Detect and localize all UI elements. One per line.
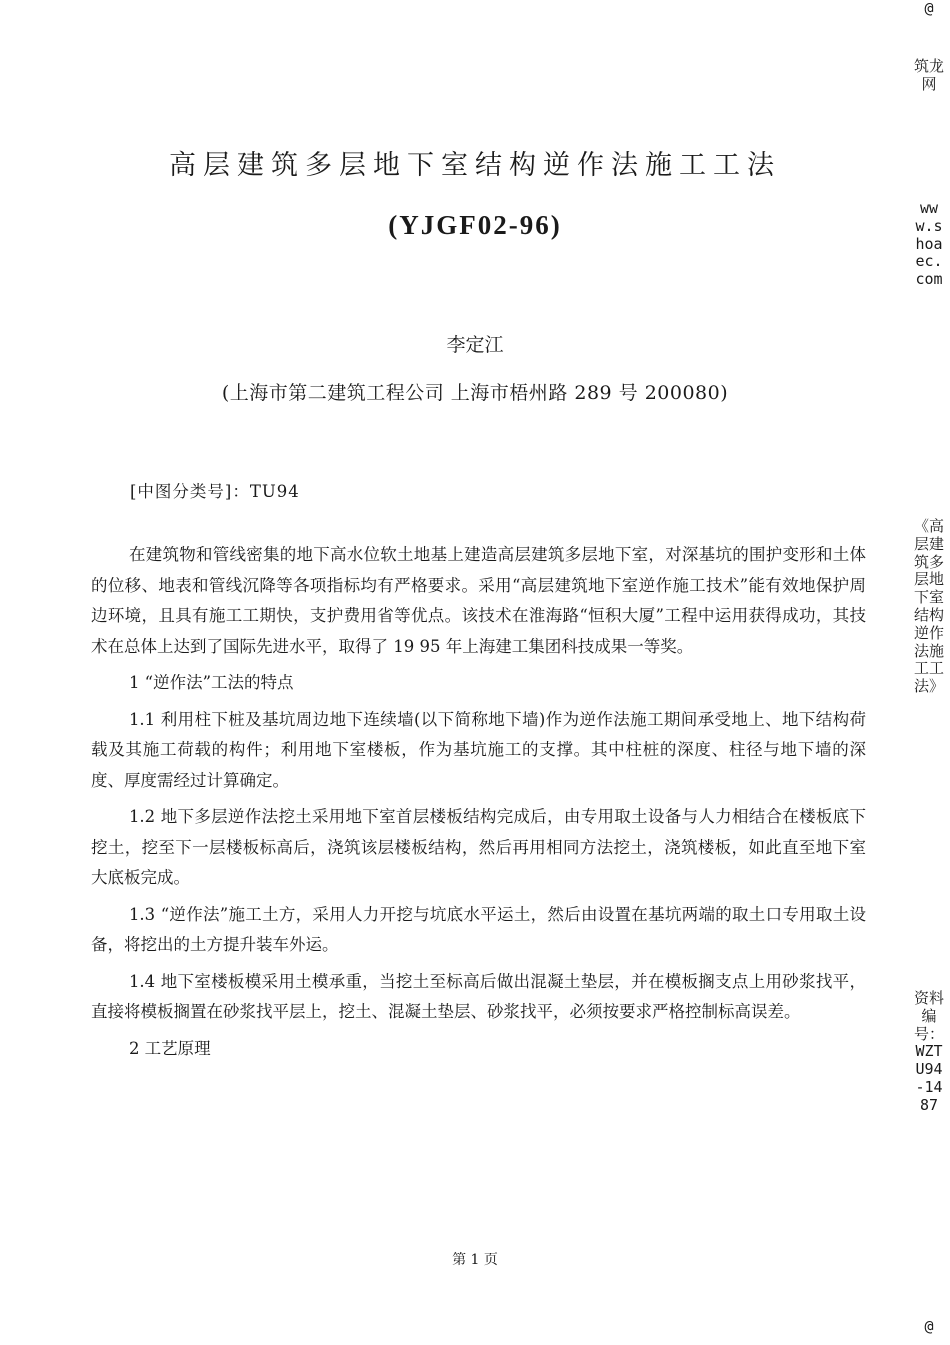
body-paragraph: 1.1 利用柱下桩及基坑周边地下连续墙(以下简称地下墙)作为逆作法施工期间承受地上、地下结构荷载及其施工荷载的构件；利用地下室楼板，作为基坑施工的支撑。其中柱桩的深度、柱径与地下墙的深度、厚度需经过计算确定。	[91, 709, 866, 790]
document-body	[91, 540, 866, 1070]
document-title: 高层建筑多层地下室结构逆作法施工工法	[169, 150, 781, 181]
author-affiliation: (上海市第二建筑工程公司 上海市梧州路 289 号 200080)	[221, 382, 729, 404]
author-name: 李定江	[446, 334, 504, 356]
watermark-doc-title: 《高层建筑多层地下室结构逆作法施工工法》	[914, 517, 945, 696]
section-heading: 1 “逆作法”工法的特点	[128, 673, 294, 692]
intro-paragraph: 在建筑物和管线密集的地下高水位软土地基上建造高层建筑多层地下室，对深基坑的围护变形和土体的位移、地表和管线沉降等各项指标均有严格要求。采用“高层建筑地下室逆作施工技术”能有效地保护周边环境，且具有施工工期快，支护费用省等优点。该技术在淮海路“恒积大厦”工程中运用获得成功，其技术在总体上达到了国际先进水平，取得了 19 95 年上海建工集团科技成果一等奖。	[91, 545, 866, 656]
classification-number: [中图分类号]：TU94	[130, 482, 300, 501]
body-paragraph: 1.2 地下多层逆作法挖土采用地下室首层楼板结构完成后，由专用取土设备与人力相结合在楼板底下挖土，挖至下一层楼板标高后，浇筑该层楼板结构，然后再用相同方法挖土，浇筑楼板，如此直至地下室大底板完成。	[91, 807, 866, 887]
watermark-brand: 筑龙网	[914, 57, 945, 93]
standard-code: (YJGF02-96)	[388, 210, 562, 240]
watermark-at-bottom: @	[924, 1317, 934, 1335]
section-heading: 2 工艺原理	[128, 1038, 211, 1058]
body-paragraph: 1.4 地下室楼板模采用土模承重，当挖土至标高后做出混凝土垫层，并在模板搁支点上用砂浆找平，直接将模板搁置在砂浆找平层上，挖土、混凝土垫层、砂浆找平，必须按要求严格控制标高误差。	[91, 971, 866, 1021]
watermark-doc-code: 资料编号：WZTU94-1487	[914, 989, 945, 1114]
watermark-at-top: @	[924, 0, 934, 17]
page-number: 第 1 页	[452, 1252, 498, 1268]
body-paragraph: 1.3 “逆作法”施工土方，采用人力开挖与坑底水平运土，然后由设置在基坑两端的取土口专用取土设备，将挖出的土方提升装车外运。	[91, 904, 866, 954]
watermark-url: www.shoaec.com	[915, 199, 943, 289]
